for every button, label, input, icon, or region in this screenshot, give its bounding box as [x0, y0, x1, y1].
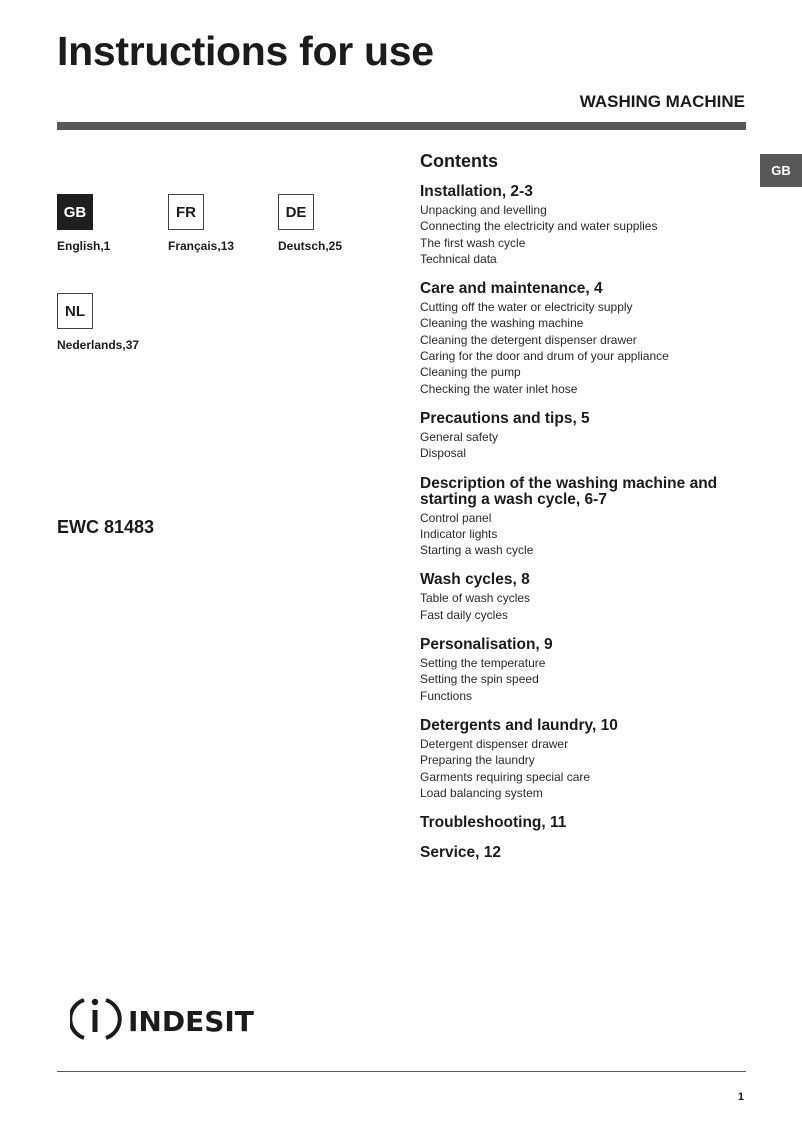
section-item: General safety: [420, 429, 499, 444]
section-item: Garments requiring special care: [420, 769, 591, 784]
language-code-box: NL: [57, 293, 93, 329]
language-code-box: GB: [57, 194, 93, 230]
contents-section: [420, 845, 750, 861]
section-item: Table of wash cycles: [420, 591, 531, 606]
section-item: Indicator lights: [420, 526, 498, 541]
contents-section: [420, 637, 750, 704]
page-title: Instructions for use: [57, 28, 434, 74]
contents-section: [420, 281, 750, 397]
section-item: Detergent dispenser drawer: [420, 736, 569, 751]
contents-section: [420, 572, 750, 623]
contents-title: Contents: [420, 151, 498, 171]
language-gb[interactable]: [57, 194, 177, 253]
indesit-logo-icon: [70, 992, 270, 1044]
language-label: Nederlands,37: [57, 338, 140, 352]
section-item: Cutting off the water or electricity supply: [420, 300, 633, 315]
header-rule: [57, 122, 746, 130]
section-item: Caring for the door and drum of your appliance: [420, 349, 669, 364]
language-de[interactable]: [278, 194, 398, 253]
section-item: Technical data: [420, 251, 497, 266]
section-item: Load balancing system: [420, 785, 543, 800]
brand-name: INDESIT: [128, 1005, 254, 1038]
section-heading: Installation, 2-3: [420, 183, 533, 200]
contents-section: [420, 411, 750, 462]
section-heading: Personalisation, 9: [420, 636, 553, 654]
section-item: Cleaning the detergent dispenser drawer: [420, 332, 637, 347]
section-item: Connecting the electricity and water supplies: [420, 219, 658, 234]
section-item: Fast daily cycles: [420, 607, 509, 622]
section-item: Functions: [420, 688, 473, 703]
contents-section: [420, 815, 750, 831]
contents-section: [420, 718, 750, 801]
contents-section: [420, 476, 750, 559]
section-item: The first wash cycle: [420, 235, 526, 250]
section-heading: Service, 12: [420, 844, 502, 862]
language-label: English,1: [57, 239, 111, 253]
section-item: Cleaning the washing machine: [420, 316, 584, 331]
section-heading: Precautions and tips, 5: [420, 409, 590, 427]
page-number: 1: [737, 1091, 744, 1103]
section-heading: Wash cycles, 8: [420, 571, 530, 589]
language-label: Deutsch,25: [278, 239, 343, 253]
contents-sections: [420, 184, 750, 861]
contents-section: [420, 184, 750, 267]
section-item: Starting a wash cycle: [420, 543, 534, 558]
language-code-box: DE: [278, 194, 314, 230]
section-item: Preparing the laundry: [420, 753, 535, 768]
language-side-tab: GB: [760, 154, 802, 187]
section-item: Disposal: [420, 446, 467, 461]
section-item: Control panel: [420, 510, 492, 525]
section-heading: Troubleshooting, 11: [420, 814, 567, 832]
section-item: Unpacking and levelling: [420, 203, 547, 217]
section-item: Setting the temperature: [420, 656, 546, 671]
footer-rule: [57, 1071, 746, 1072]
section-item: Setting the spin speed: [420, 672, 539, 687]
language-nl[interactable]: [57, 293, 177, 352]
section-item: Checking the water inlet hose: [420, 381, 578, 396]
language-label: Français,13: [168, 239, 235, 253]
table-of-contents: [420, 151, 750, 875]
language-fr[interactable]: [168, 194, 288, 253]
language-code-box: FR: [168, 194, 204, 230]
section-heading: Description of the washing machine and starting a wash cycle, 6-7: [420, 474, 718, 508]
section-heading: Care and maintenance, 4: [420, 280, 603, 298]
section-item: Cleaning the pump: [420, 365, 521, 380]
product-type: WASHING MACHINE: [579, 92, 745, 111]
model-number: EWC 81483: [57, 517, 155, 537]
section-heading: Detergents and laundry, 10: [420, 716, 618, 734]
